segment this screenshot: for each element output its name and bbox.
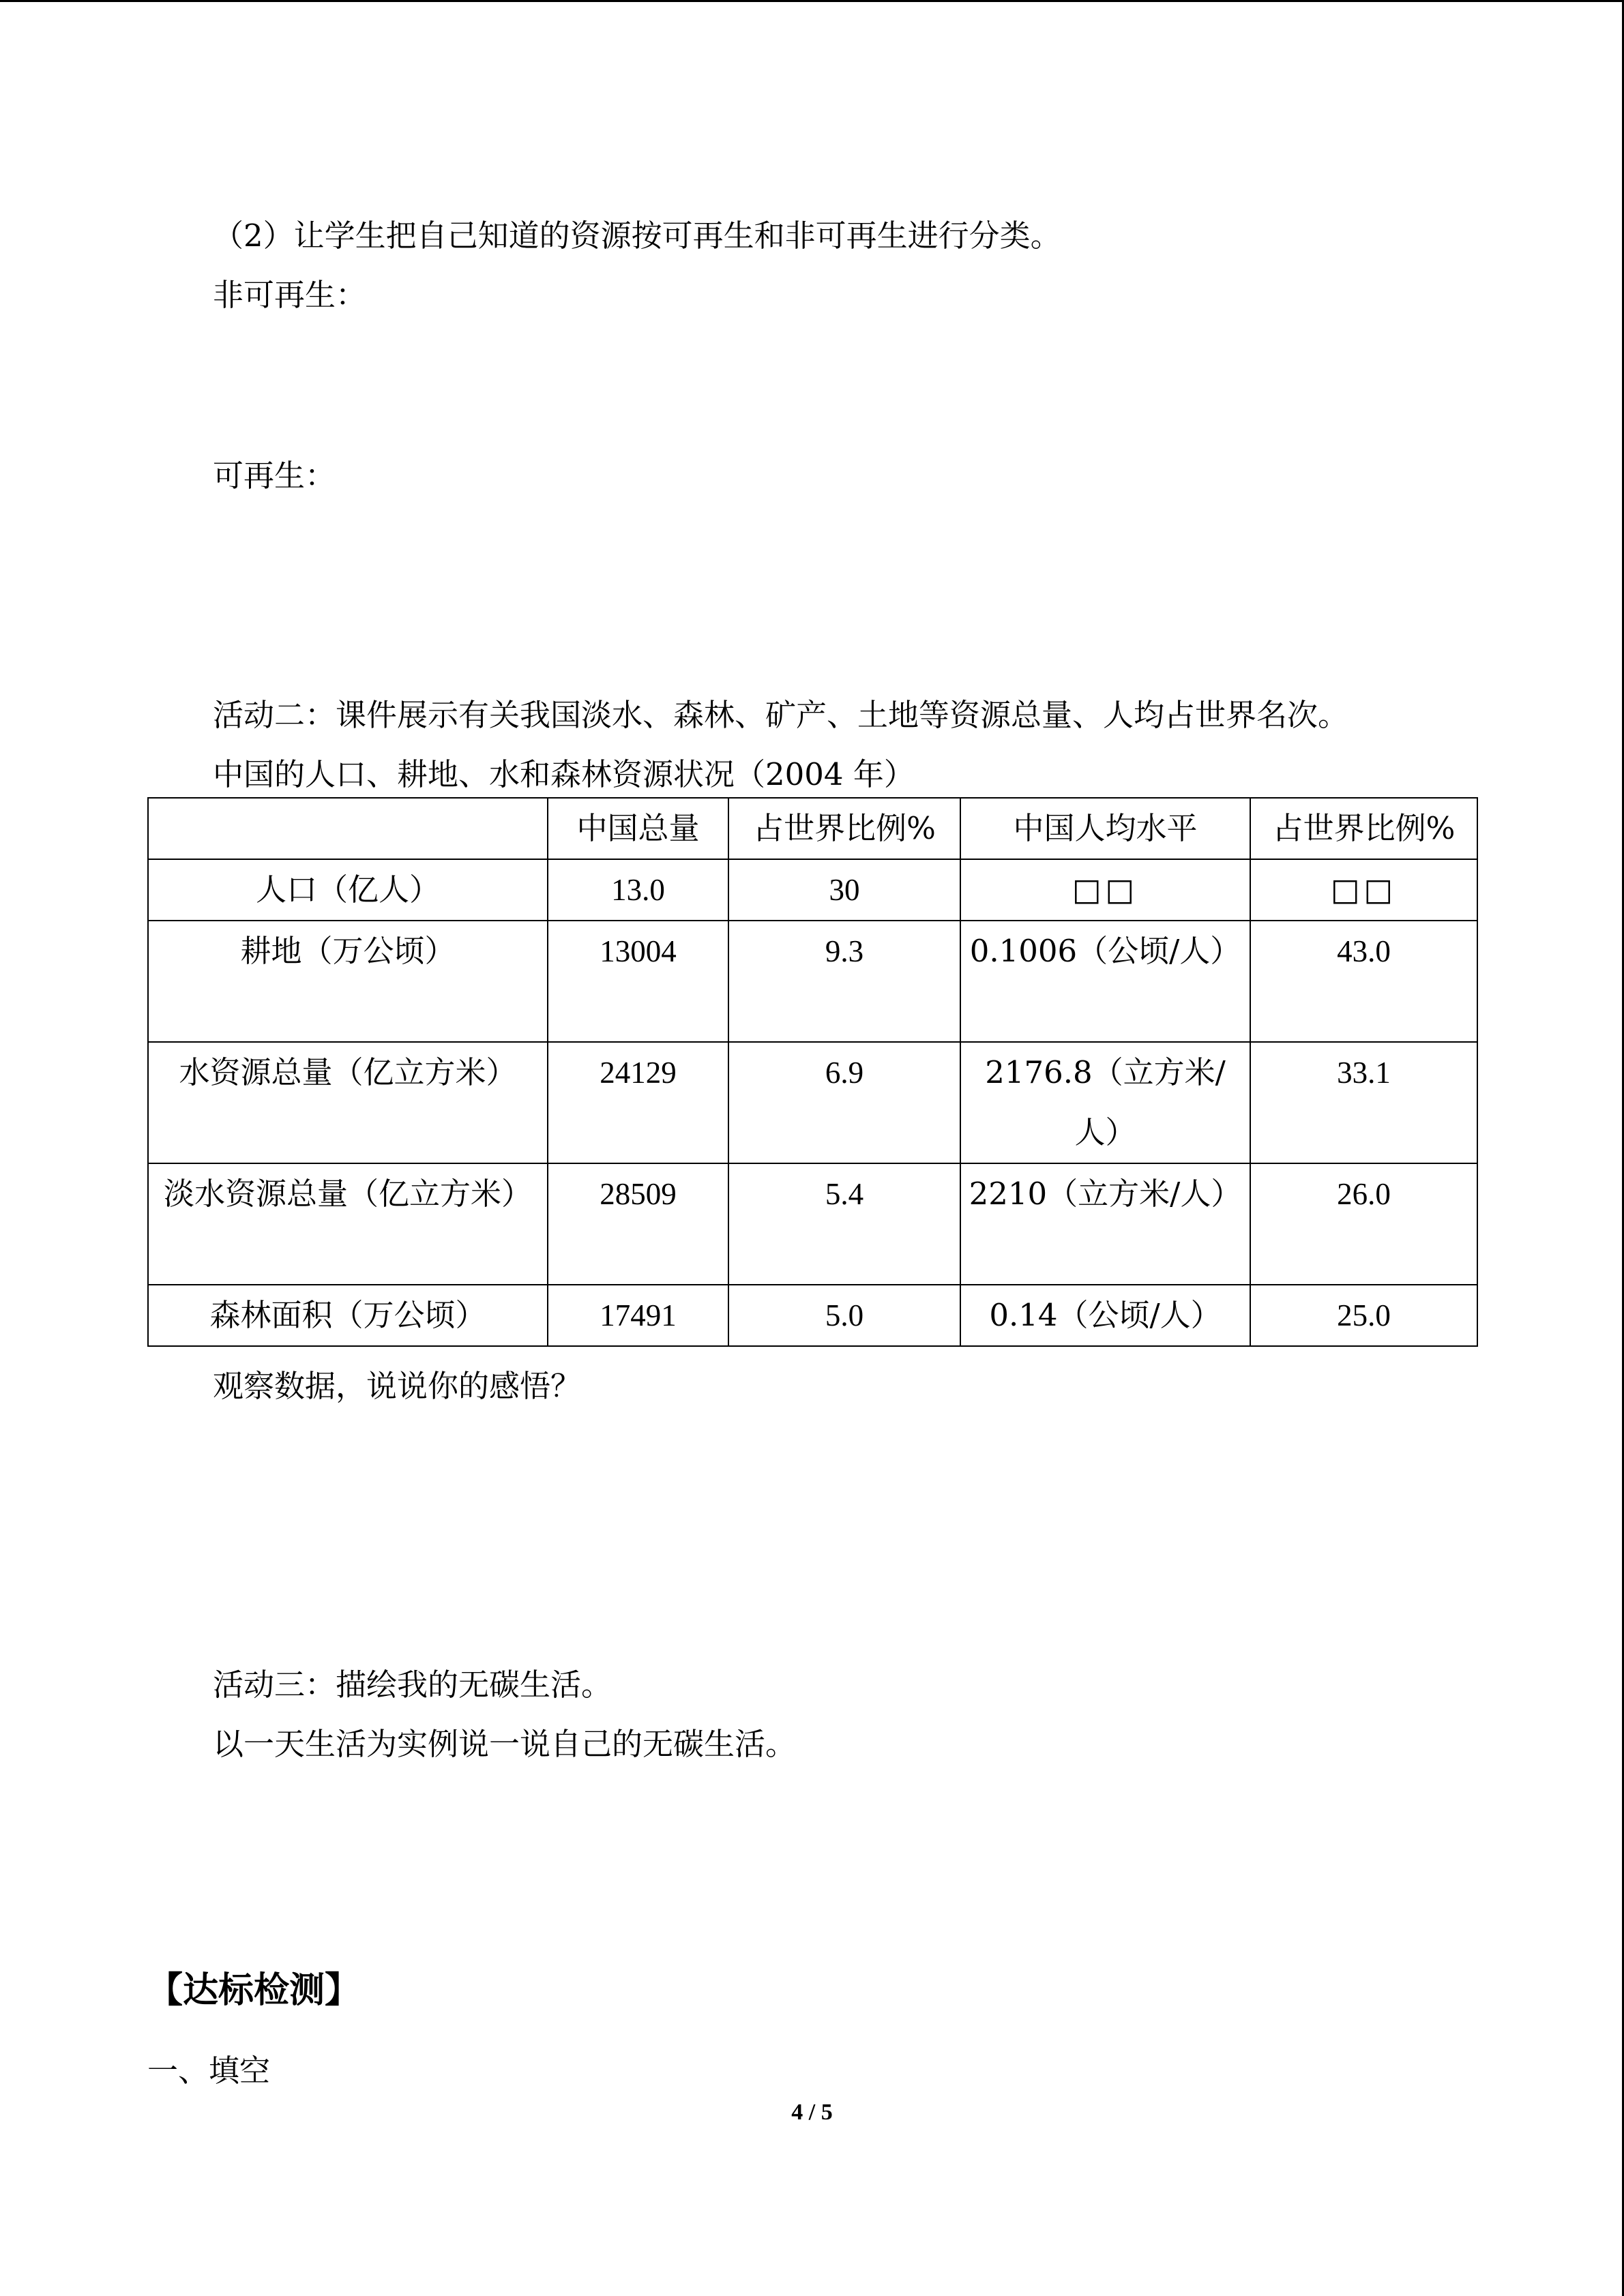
table-cell: 9.3 <box>728 921 960 1042</box>
table-caption: 中国的人口、耕地、水和森林资源状况（2004 年） <box>213 756 915 792</box>
table-row <box>148 1285 1477 1346</box>
activity-2-title: 活动二：课件展示有关我国淡水、森林、矿产、土地等资源总量、人均占世界名次。 <box>213 697 1349 733</box>
activity-3-title: 活动三：描绘我的无碳生活。 <box>213 1667 612 1703</box>
table-cell: □□ <box>1250 859 1477 921</box>
table-cell: 17491 <box>548 1285 728 1346</box>
fill-in-blank-heading: 一、填空 <box>147 2053 271 2089</box>
table-cell: 24129 <box>548 1042 728 1163</box>
table-cell: 淡水资源总量（亿立方米） <box>148 1163 548 1285</box>
table-cell: 2176.8（立方米/人） <box>960 1042 1250 1163</box>
resource-table <box>147 797 1478 1347</box>
table-cell: 2210（立方米/人） <box>960 1163 1250 1285</box>
table-cell: 43.0 <box>1250 921 1477 1042</box>
table-cell: 33.1 <box>1250 1042 1477 1163</box>
table-cell: 人口（亿人） <box>148 859 548 921</box>
non-renewable-label: 非可再生： <box>213 277 367 313</box>
table-header-cell: 中国人均水平 <box>960 798 1250 859</box>
table-cell: 耕地（万公顷） <box>148 921 548 1042</box>
table-cell: 水资源总量（亿立方米） <box>148 1042 548 1163</box>
table-cell: 28509 <box>548 1163 728 1285</box>
table-cell: 0.1006（公顷/人） <box>960 921 1250 1042</box>
table-cell: 30 <box>728 859 960 921</box>
table-cell: 6.9 <box>728 1042 960 1163</box>
table-cell: 13.0 <box>548 859 728 921</box>
table-row <box>148 1163 1477 1285</box>
page-number: 4 / 5 <box>791 2100 833 2125</box>
table-header-cell: 中国总量 <box>548 798 728 859</box>
table-row <box>148 1042 1477 1163</box>
page-border-top <box>0 0 1624 2</box>
table-row <box>148 921 1477 1042</box>
table-cell: 25.0 <box>1250 1285 1477 1346</box>
table-header-cell: 占世界比例% <box>1250 798 1477 859</box>
table-cell: 5.4 <box>728 1163 960 1285</box>
table-cell: 13004 <box>548 921 728 1042</box>
table-cell: 森林面积（万公顷） <box>148 1285 548 1346</box>
observation-question: 观察数据，说说你的感悟？ <box>213 1368 582 1404</box>
table-cell: 0.14（公顷/人） <box>960 1285 1250 1346</box>
renewable-label: 可再生： <box>213 458 336 494</box>
table-header-row <box>148 798 1477 859</box>
table-header-cell <box>148 798 548 859</box>
table-cell: □□ <box>960 859 1250 921</box>
table-cell: 5.0 <box>728 1285 960 1346</box>
table-cell: 26.0 <box>1250 1163 1477 1285</box>
table-header-cell: 占世界比例% <box>728 798 960 859</box>
assessment-heading: 【达标检测】 <box>147 1969 361 2011</box>
activity-3-task: 以一天生活为实例说一说自己的无碳生活。 <box>213 1726 797 1762</box>
classify-instruction: （2）让学生把自己知道的资源按可再生和非可再生进行分类。 <box>213 218 1061 254</box>
table-row <box>148 859 1477 921</box>
